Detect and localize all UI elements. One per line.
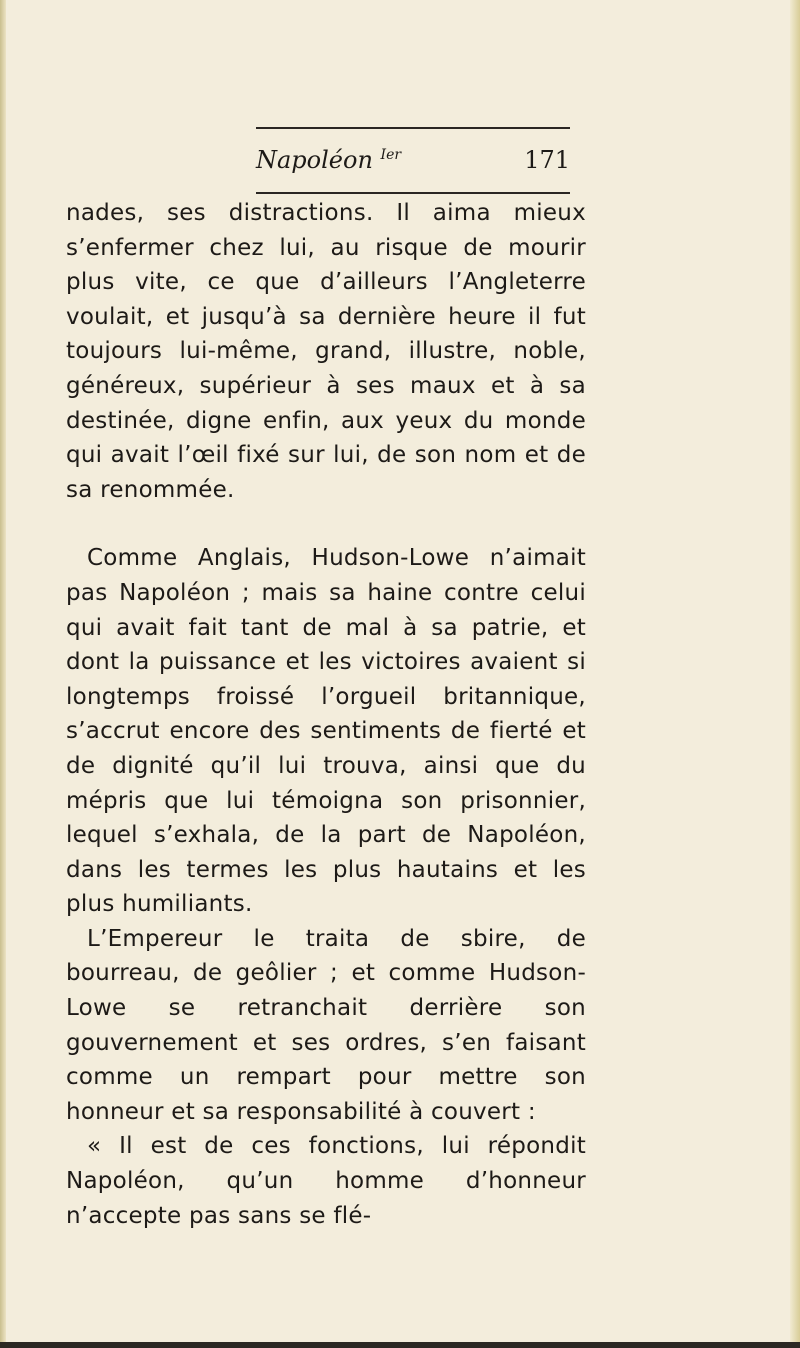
page-edge-left bbox=[0, 0, 6, 1348]
running-title bbox=[256, 146, 401, 174]
paragraph-2: Comme Anglais, Hudson-Lowe n’aimait pas Napoléon ; mais sa haine contre celui qui avait fait tant de mal à sa patrie, et dont la puissance et les victoires avaient si longtemps froissé l’orgueil britannique, s’accrut encore des sentiments de fierté et de dignité qu’il lui trouva, ainsi que du mépris que lui témoigna son prisonnier, lequel s’exhala, de la part de Napoléon, dans les termes les plus hautains et les plus humiliants. bbox=[66, 545, 586, 918]
header-rule-bottom bbox=[256, 192, 570, 194]
paragraph-1: nades, ses distractions. Il aima mieux s’enfermer chez lui, au risque de mourir plus vite, ce que d’ailleurs l’Angleterre voulait, et jusqu’à sa dernière heure il fut toujours lui-même, grand, illustre, noble, généreux, supérieur à ses maux et à sa destinée, digne enfin, aux yeux du monde qui avait l’œil fixé sur lui, de son nom et de sa renommée. bbox=[66, 200, 586, 503]
paragraph-3: L’Empereur le traita de sbire, de bourreau, de geôlier ; et comme Hudson-Lowe se retranchait derrière son gouvernement et ses ordres, s’en faisant comme un rempart pour mettre son honneur et sa responsabilité à couvert : bbox=[66, 925, 586, 1125]
page-bottom-edge bbox=[0, 1342, 800, 1348]
paragraph-4: « Il est de ces fonctions, lui répondit Napoléon, qu’un homme d’honneur n’accepte pas sans se flé- bbox=[66, 1133, 586, 1229]
running-title-text: Napoléon bbox=[256, 146, 381, 174]
header-rule-top bbox=[256, 127, 570, 129]
page-edge-right bbox=[790, 0, 800, 1348]
page-number: 171 bbox=[524, 146, 570, 174]
running-title-sup: Ier bbox=[380, 147, 402, 163]
running-head bbox=[256, 146, 570, 182]
body-text bbox=[66, 196, 586, 1233]
